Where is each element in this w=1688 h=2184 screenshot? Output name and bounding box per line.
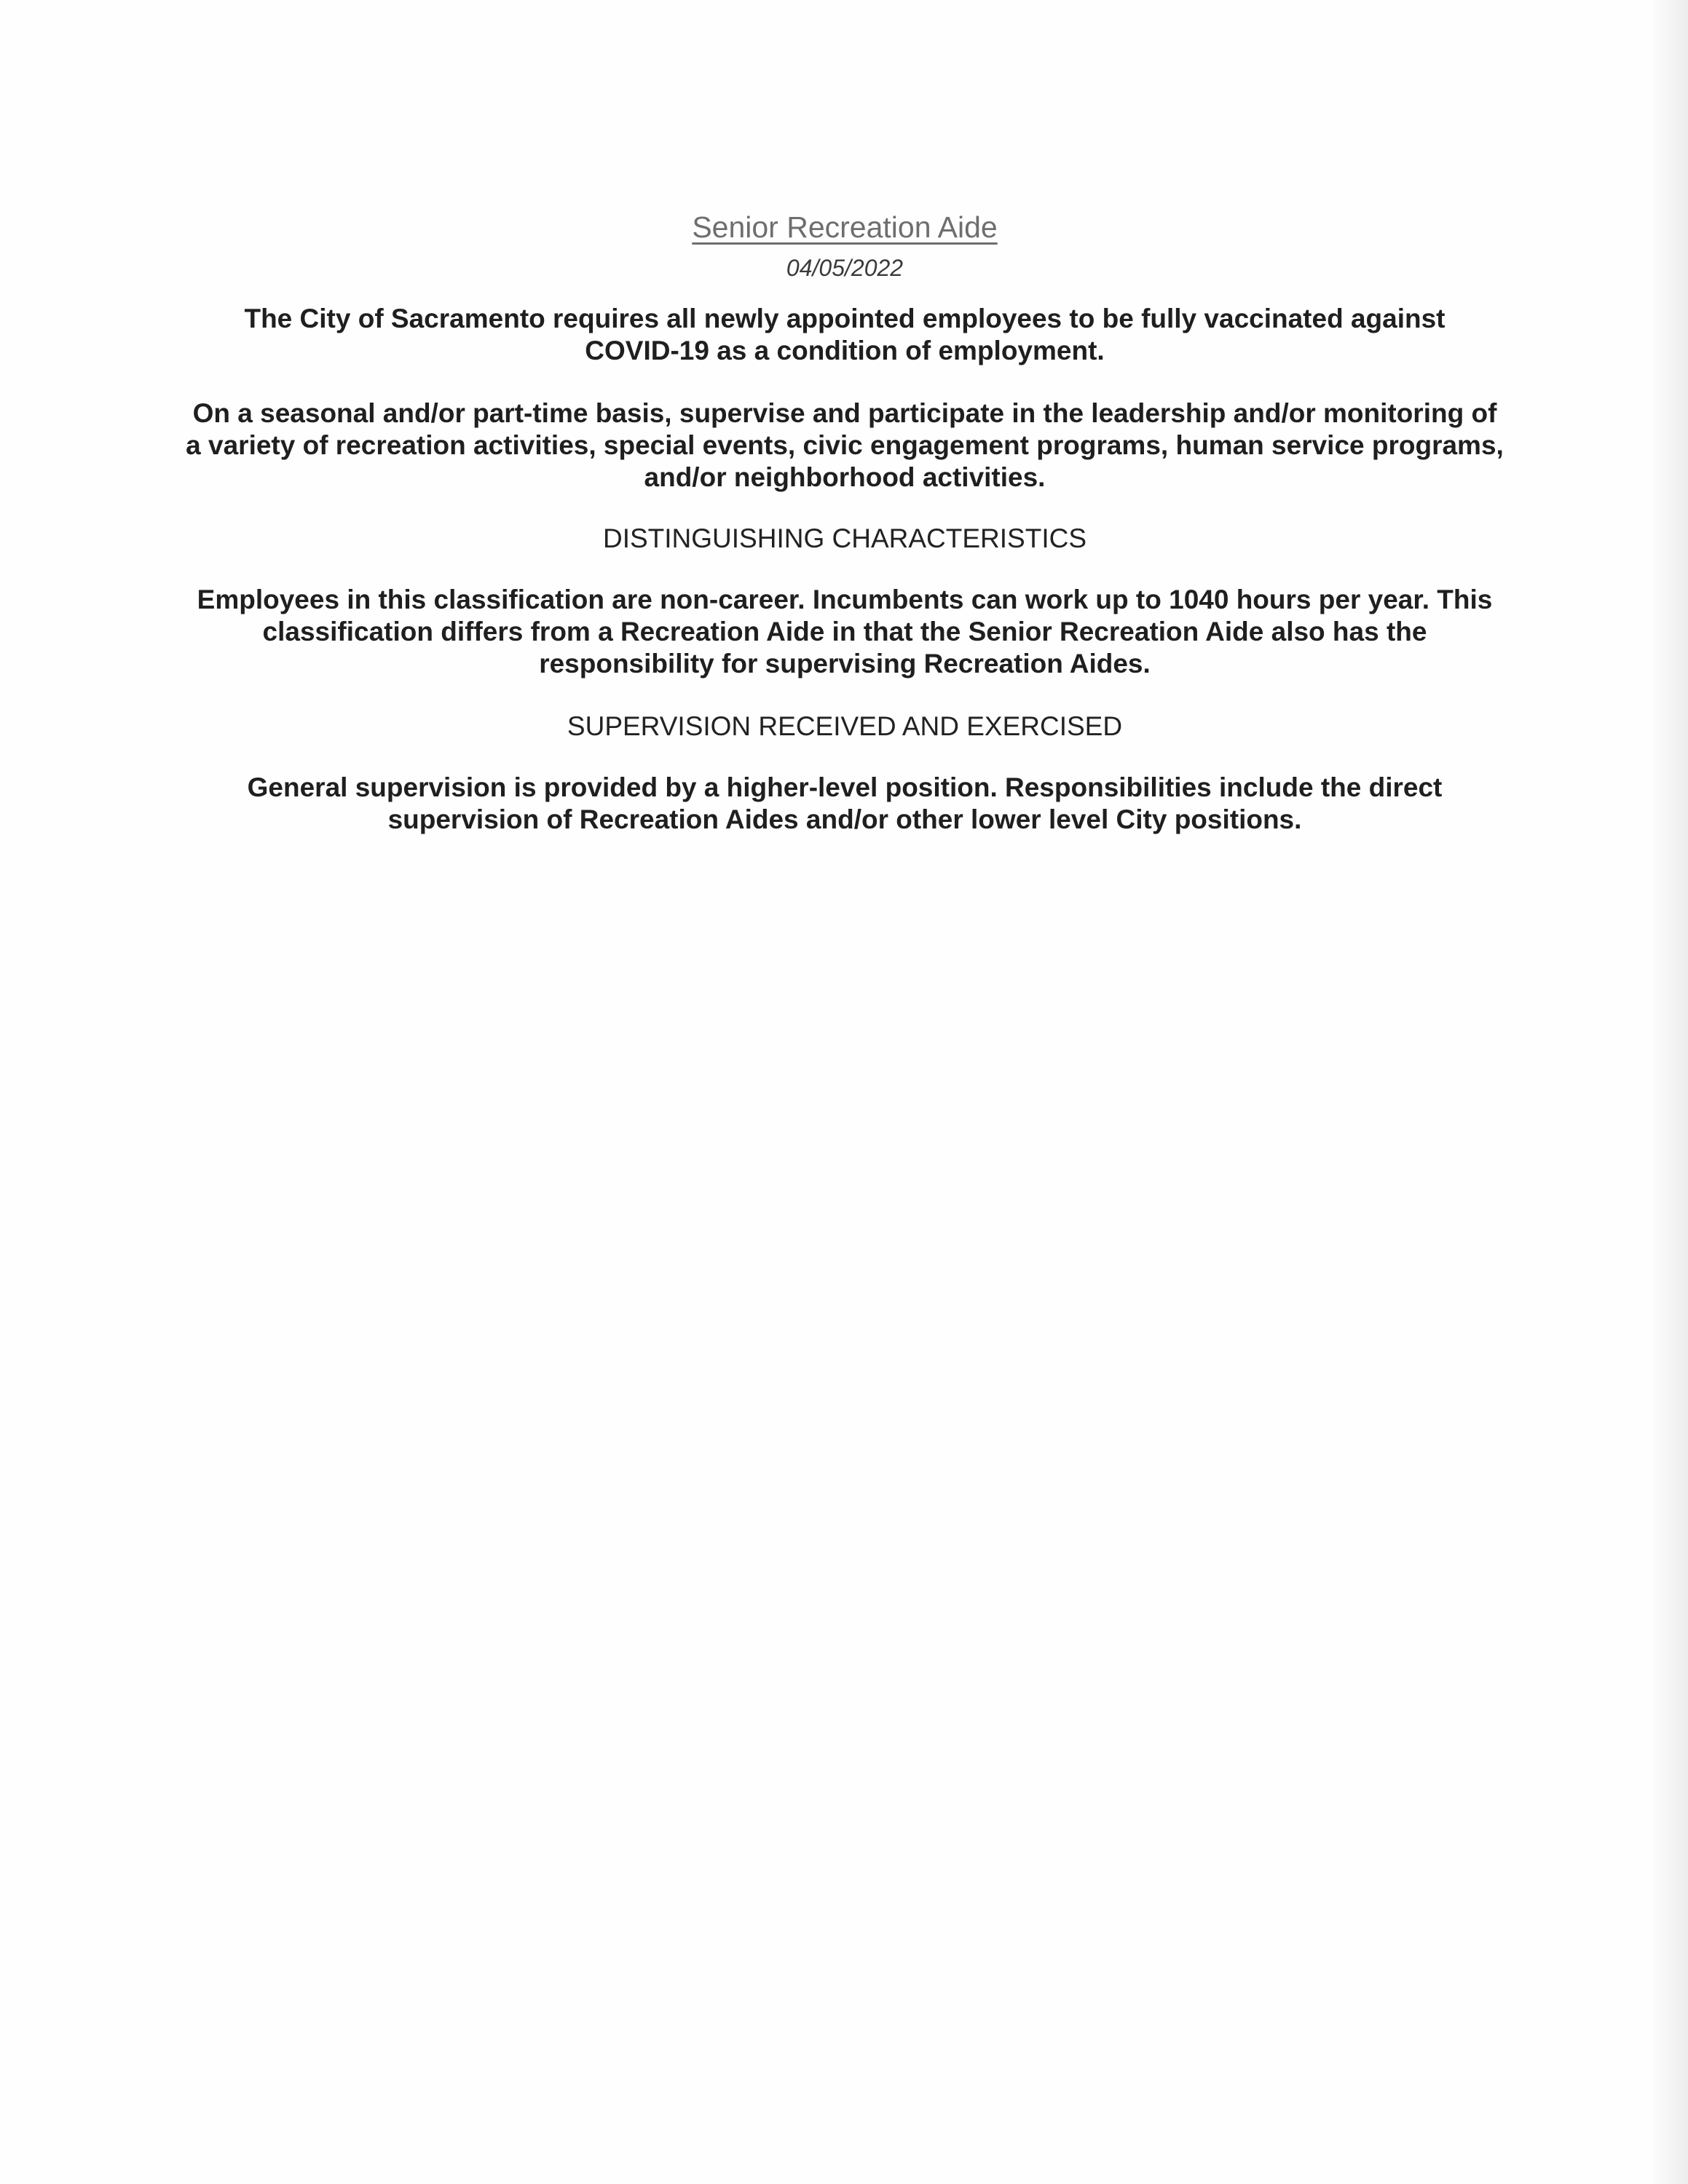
vaccination-notice: The City of Sacramento requires all newly appointed employees to be fully vaccinated against COVID-19 as a condition of employment. (244, 304, 1446, 365)
document-body (146, 207, 1544, 836)
section-heading-supervision: SUPERVISION RECEIVED AND EXERCISED (567, 711, 1123, 741)
scan-edge-shadow (1653, 0, 1688, 2184)
section-heading-distinguishing-characteristics: DISTINGUISHING CHARACTERISTICS (603, 523, 1086, 553)
section-body-supervision: General supervision is provided by a higher-level position. Responsibilities include the direct supervision of Recreation Aides and/or other lower level City positions. (247, 772, 1443, 834)
position-summary: On a seasonal and/or part-time basis, supervise and participate in the leadership and/or monitoring of a variety of recreation activities, special events, civic engagement programs, human service programs, and/or neighborhood activities. (186, 398, 1504, 492)
document-date: 04/05/2022 (786, 255, 904, 281)
section-body-distinguishing-characteristics: Employees in this classification are non-career. Incumbents can work up to 1040 hours per year. This classification differs from a Recreation Aide in that the Senior Recreation Aide also has the responsibility for supervising Recreation Aides. (197, 585, 1493, 678)
document-title: Senior Recreation Aide (692, 210, 998, 244)
